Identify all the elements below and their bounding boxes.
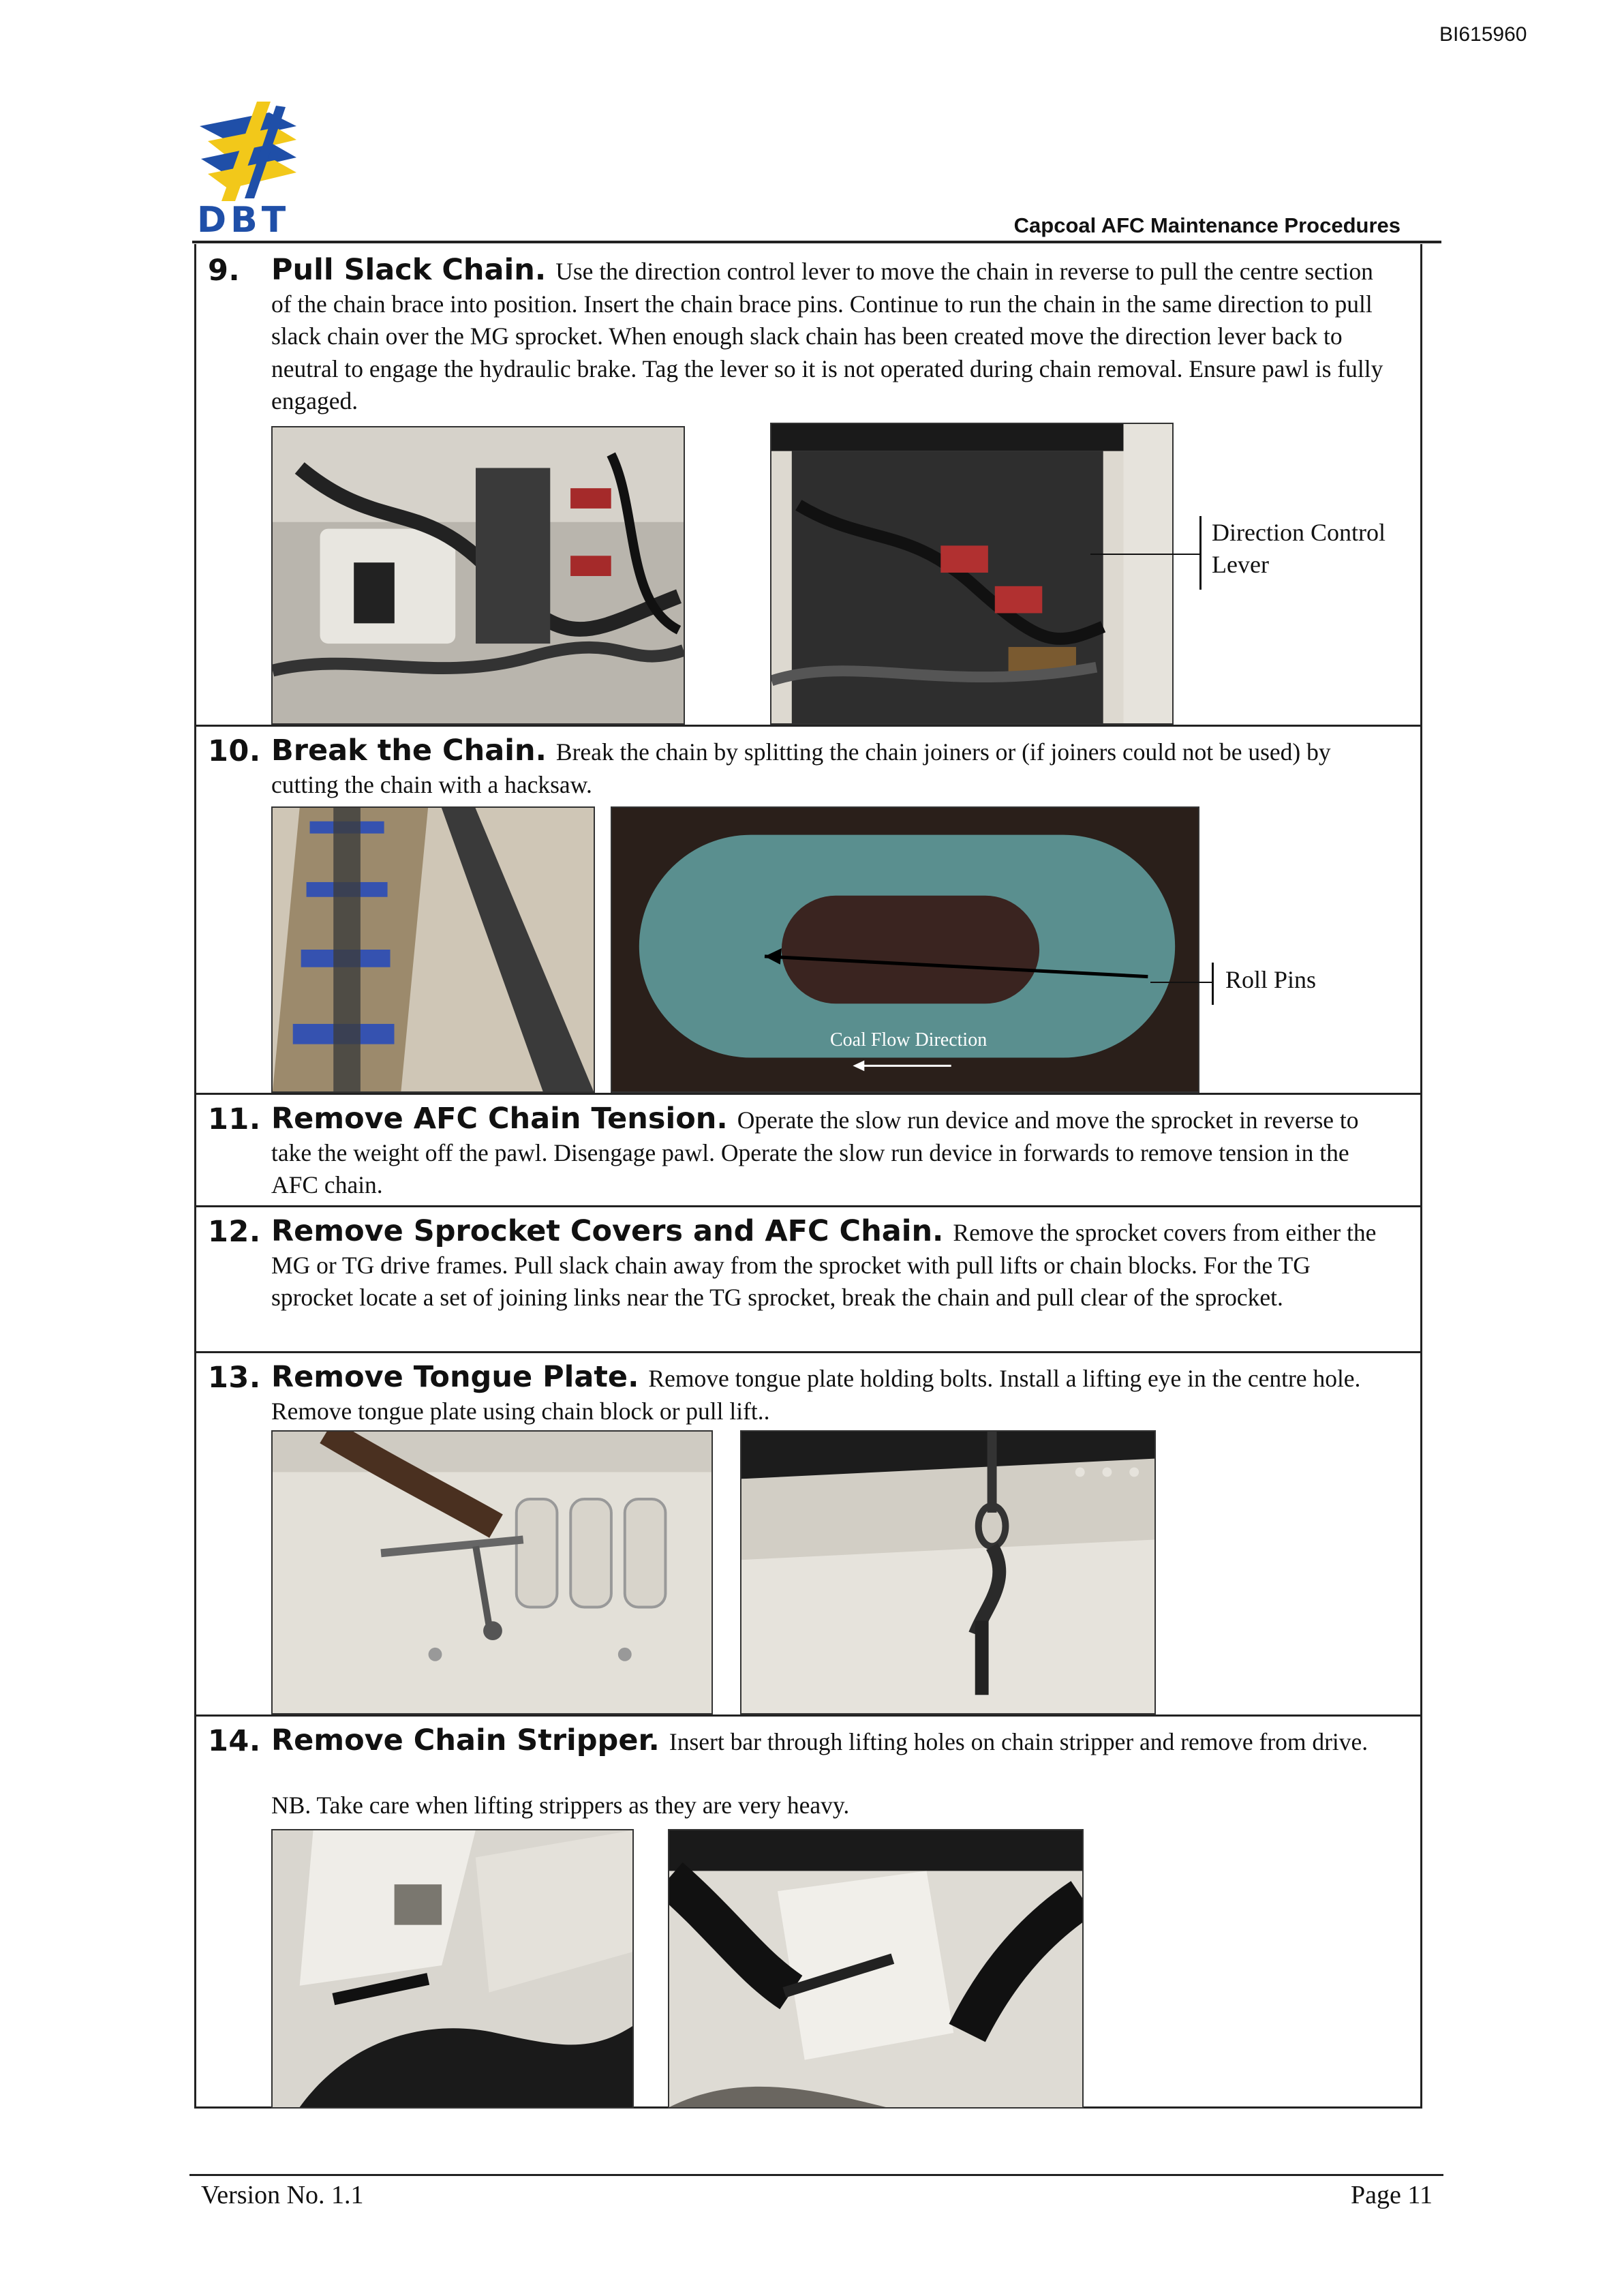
page-number: Page 11 bbox=[1351, 2181, 1433, 2209]
photo-tongue-plate-lifting-eye bbox=[740, 1430, 1156, 1715]
row-divider bbox=[194, 1715, 1420, 1717]
photo-hydraulic-controls bbox=[271, 426, 685, 725]
step-text: Insert bar through lifting holes on chain stripper and remove from drive. bbox=[669, 1728, 1368, 1755]
step-title: Pull Slack Chain. bbox=[271, 253, 547, 287]
step-number: 11. bbox=[208, 1102, 261, 1136]
step-text: Break the chain by splitting the chain joiners or (if joiners could not be used) by cutting the chain with a hacksaw. bbox=[271, 738, 1331, 798]
step-9-body bbox=[271, 254, 1396, 418]
photo-chain-stripper-bar bbox=[271, 1829, 634, 2109]
callout-bracket bbox=[1212, 963, 1214, 1005]
step-text: Operate the slow run device and move the sprocket in reverse to take the weight off the pawl. Disengage pawl. Operate the slow run device in forwards to remove tension in the AFC chain. bbox=[271, 1106, 1359, 1198]
step-number: 12. bbox=[208, 1215, 261, 1249]
callout-direction-control-lever: Direction Control Lever bbox=[1212, 519, 1386, 578]
step-title: Break the Chain. bbox=[271, 734, 547, 768]
dbt-logo bbox=[194, 99, 303, 239]
step-14-body bbox=[271, 1725, 1396, 1759]
callout-roll-pins: Roll Pins bbox=[1225, 966, 1317, 993]
version-number: Version No. 1.1 bbox=[201, 2181, 364, 2209]
photo-chain-stripper-removal bbox=[668, 1829, 1084, 2109]
photo-direction-control-lever bbox=[770, 423, 1174, 725]
row-divider bbox=[194, 725, 1420, 727]
step-title: Remove AFC Chain Tension. bbox=[271, 1102, 728, 1136]
logo-text: DBT bbox=[197, 200, 290, 241]
step-11-body bbox=[271, 1103, 1396, 1202]
footer-rule bbox=[189, 2174, 1443, 2176]
step-number: 13. bbox=[208, 1361, 261, 1395]
row-divider bbox=[194, 1093, 1420, 1095]
callout-leader bbox=[1150, 982, 1212, 983]
callout-bracket bbox=[1199, 516, 1202, 590]
step-title: Remove Sprocket Covers and AFC Chain. bbox=[271, 1214, 944, 1248]
document-title: Capcoal AFC Maintenance Procedures bbox=[1013, 213, 1401, 237]
step-number: 14. bbox=[208, 1724, 261, 1758]
callout-leader bbox=[1090, 554, 1199, 555]
document-id: BI615960 bbox=[1439, 23, 1527, 46]
step-13-body bbox=[271, 1361, 1396, 1428]
step-12-body bbox=[271, 1215, 1396, 1314]
step-number: 9. bbox=[208, 254, 241, 288]
step-title: Remove Tongue Plate. bbox=[271, 1360, 639, 1394]
row-divider bbox=[194, 1351, 1420, 1353]
photo-afc-chain-pan bbox=[271, 806, 595, 1093]
step-number: 10. bbox=[208, 734, 261, 768]
step-text: Use the direction control lever to move the chain in reverse to pull the centre section of the chain brace into position. Insert the chain brace pins. Continue to run the chain in the same direction to pull slack chain over the MG sprocket. When enough slack chain has been created move the direction lever back to neutral to engage the hydraulic brake. Tag the lever so it is not operated during chain removal. Ensure pawl is fully engaged. bbox=[271, 258, 1383, 414]
header-rule bbox=[192, 241, 1441, 243]
step-title: Remove Chain Stripper. bbox=[271, 1723, 660, 1757]
photo-chain-joiner bbox=[611, 806, 1199, 1093]
photo-caption: Coal Flow Direction bbox=[830, 1029, 988, 1051]
step-14-note: NB. Take care when lifting strippers as they are very heavy. bbox=[271, 1792, 850, 1819]
photo-tongue-plate-bolts bbox=[271, 1430, 713, 1715]
row-divider bbox=[194, 1205, 1420, 1207]
step-text: Remove the sprocket covers from either the MG or TG drive frames. Pull slack chain away from the sprocket with pull lifts or chain blocks. For the TG sprocket locate a set of joining links near the TG sprocket, break the chain and pull clear of the sprocket. bbox=[271, 1219, 1377, 1311]
step-10-body bbox=[271, 735, 1396, 801]
step-text: Remove tongue plate holding bolts. Install a lifting eye in the centre hole. Remove tongue plate using chain block or pull lift.. bbox=[271, 1365, 1361, 1425]
